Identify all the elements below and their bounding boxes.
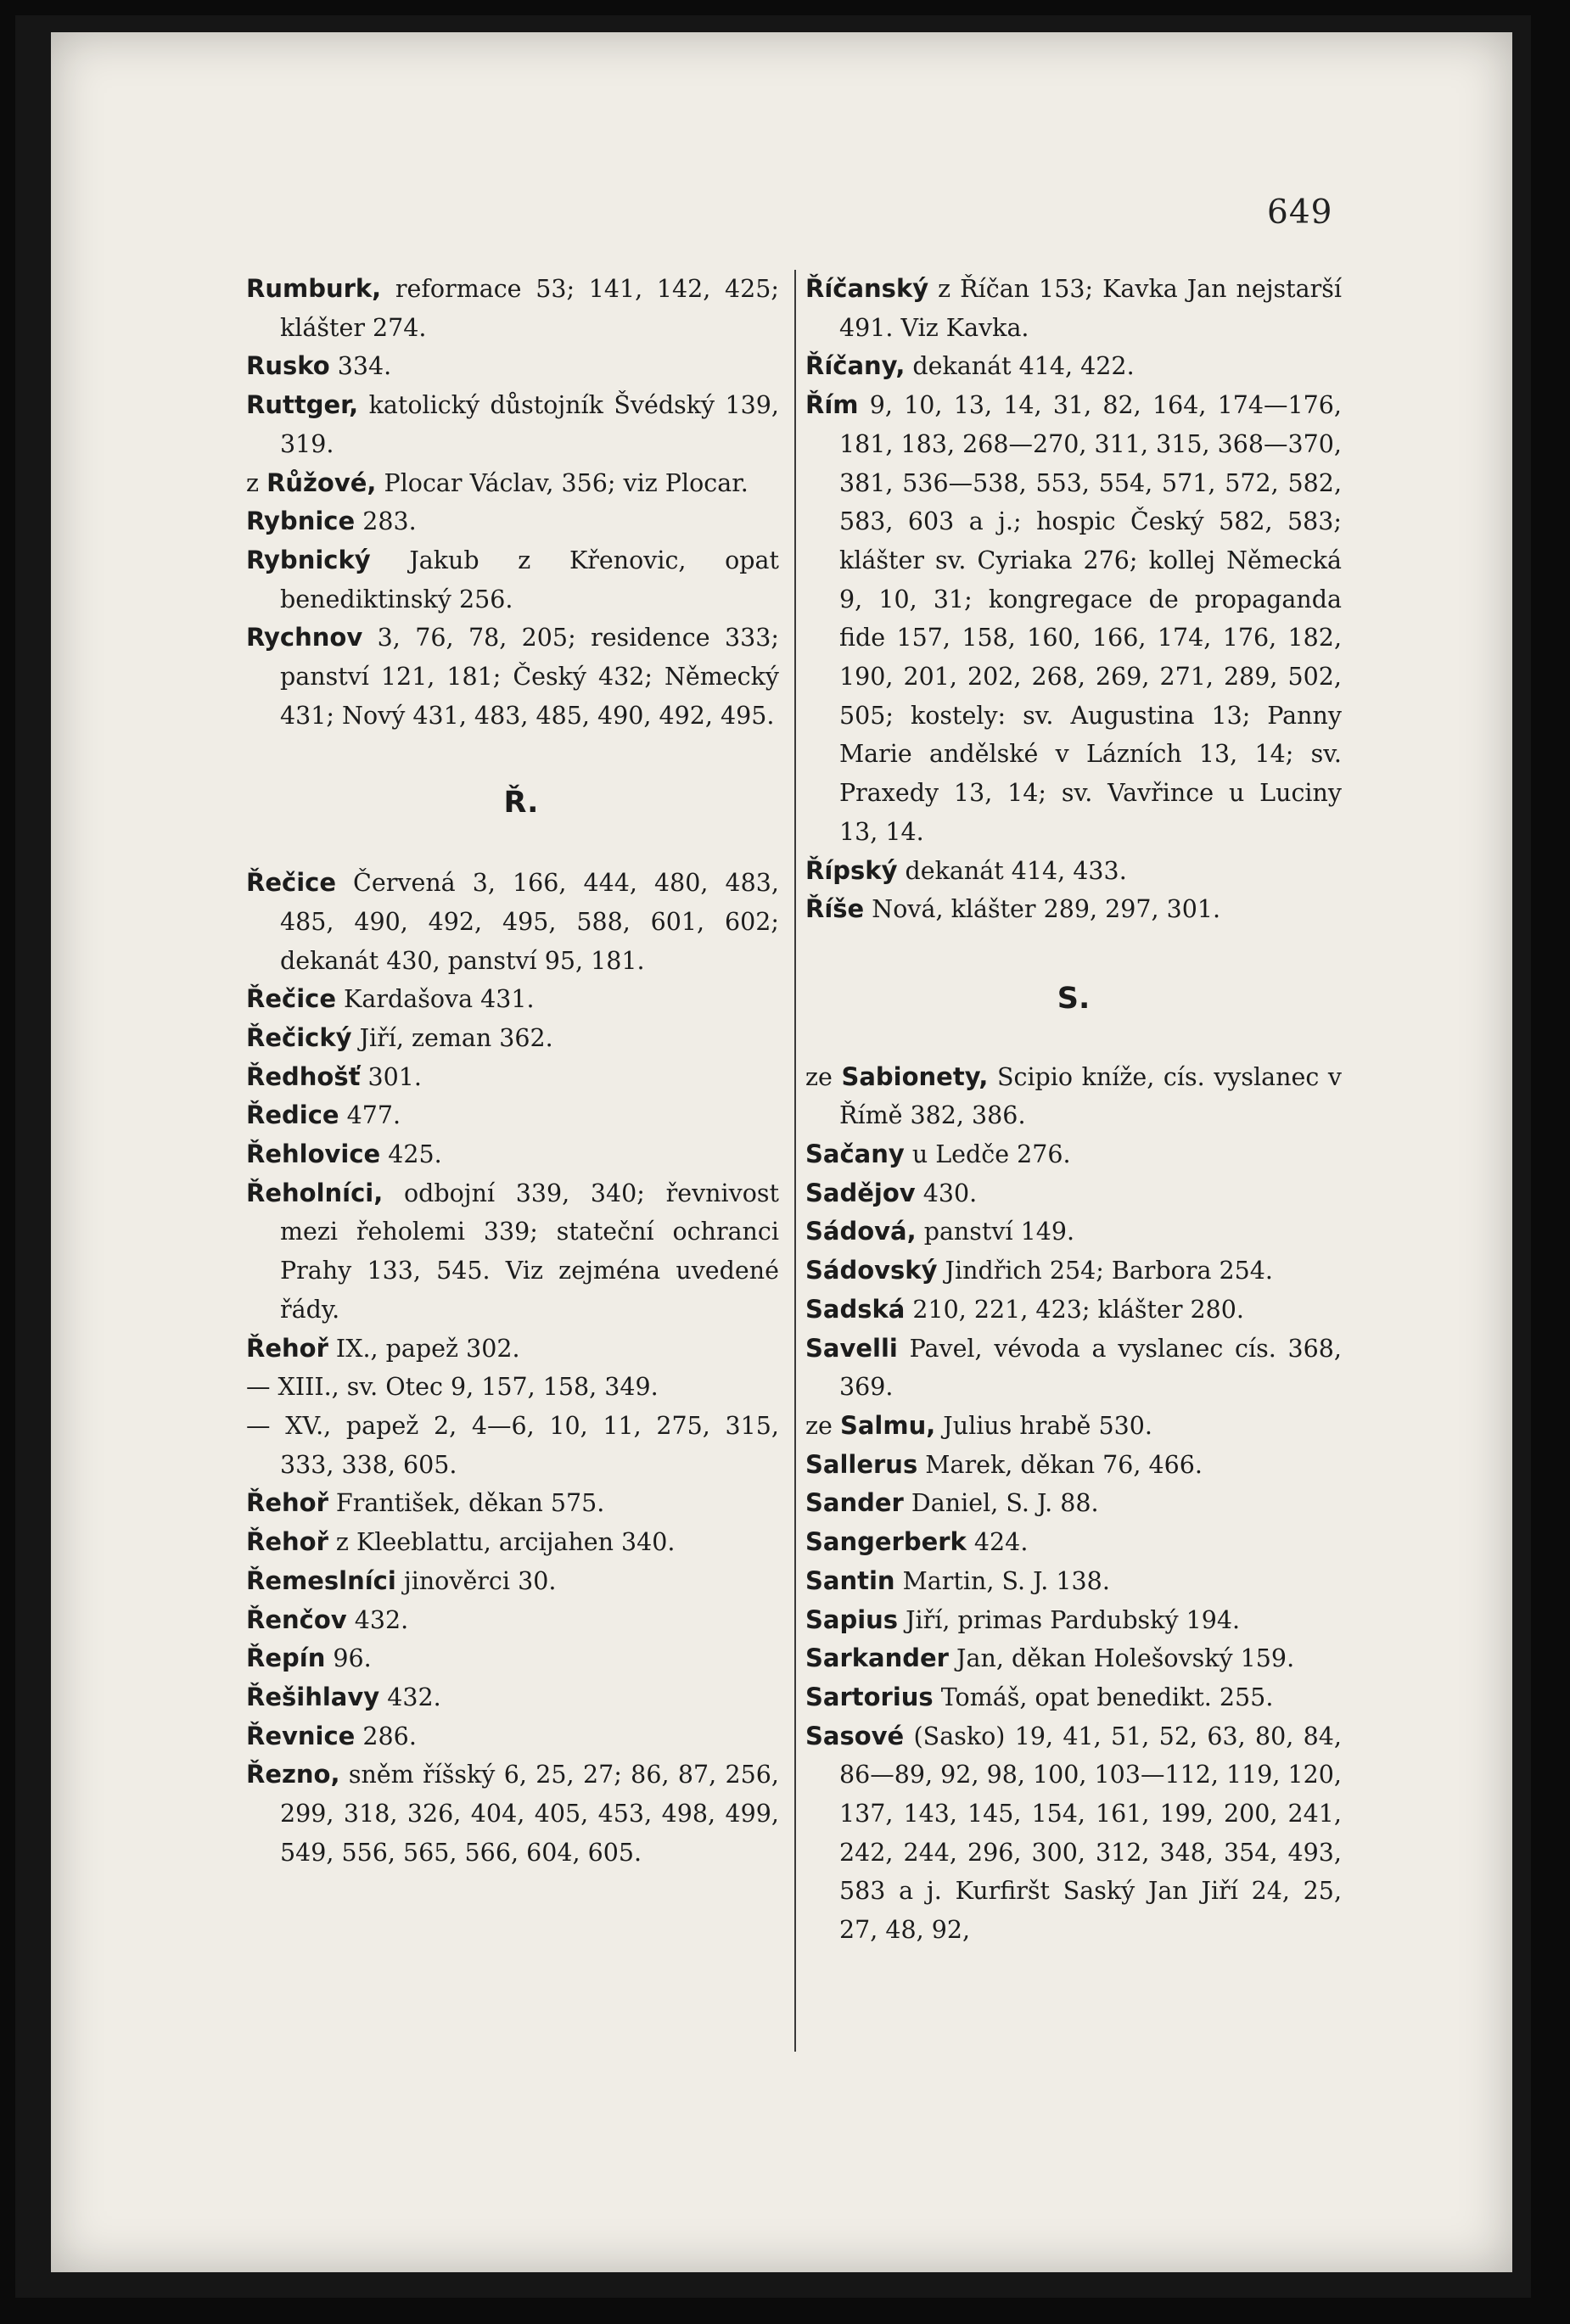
entry-references: Pavel, vévoda a vyslanec cís. 368, 369.	[839, 1334, 1342, 1402]
index-entry	[805, 852, 1342, 891]
entry-term: Řehoř	[246, 1527, 328, 1557]
entry-references: Daniel, S. J. 88.	[903, 1489, 1099, 1518]
index-entry	[805, 1562, 1342, 1601]
entry-references: jinověrci 30.	[395, 1566, 557, 1595]
entry-term: Sallerus	[805, 1449, 918, 1479]
entry-references: 425.	[380, 1140, 442, 1169]
entry-term: Řím	[805, 390, 859, 420]
entry-term: Rybnický	[246, 545, 371, 574]
entry-references: Jindřich 254; Barbora 254.	[937, 1257, 1273, 1285]
column-divider	[794, 270, 796, 2052]
index-entry	[246, 502, 779, 541]
entry-references: Kardašova 431.	[336, 985, 535, 1014]
entry-references: z Kleeblattu, arcijahen 340.	[328, 1528, 676, 1557]
entry-references: IX., papež 302.	[328, 1334, 520, 1363]
entry-term: Savelli	[805, 1333, 898, 1363]
index-entry	[246, 619, 779, 735]
entry-references: 477.	[339, 1101, 401, 1130]
entry-references: Martin, S. J. 138.	[894, 1566, 1110, 1595]
entry-term: Řepín	[246, 1644, 326, 1673]
entry-term: Rybnice	[246, 507, 356, 536]
entry-term: Salmu,	[839, 1410, 936, 1440]
index-entry	[246, 1368, 779, 1407]
index-entry	[805, 1135, 1342, 1174]
index-entry	[805, 1717, 1342, 1950]
index-column-right	[805, 270, 1342, 1950]
index-entry	[246, 1096, 779, 1135]
entry-term: Sádová,	[805, 1217, 917, 1246]
entry-term: Řehoř	[246, 1488, 328, 1518]
entry-term: Řevnice	[246, 1721, 356, 1750]
index-entry	[246, 980, 779, 1019]
entry-references: 301.	[360, 1062, 422, 1091]
entry-references: Nová, klášter 289, 297, 301.	[864, 895, 1221, 924]
index-entry	[805, 1678, 1342, 1717]
entry-term: Rusko	[246, 351, 330, 381]
entry-references: Jan, děkan Holešovský 159.	[949, 1644, 1295, 1673]
index-entry	[246, 1678, 779, 1717]
entry-prefix: ze	[805, 1062, 842, 1091]
entry-term: Řehoř	[246, 1333, 328, 1363]
index-entry	[246, 464, 779, 503]
entry-term: Sačany	[805, 1140, 905, 1169]
entry-references: 430.	[915, 1179, 978, 1207]
page-number: 649	[1267, 193, 1333, 232]
index-entry	[805, 1212, 1342, 1252]
entry-references: Scipio kníže, cís. vyslanec v Římě 382, 386.	[839, 1062, 1342, 1130]
index-entry	[805, 1484, 1342, 1523]
index-entry	[246, 1330, 779, 1369]
index-entry	[805, 1252, 1342, 1291]
entry-references: reformace 53; 141, 142, 425; klášter 274.	[280, 275, 779, 342]
section-heading-r: Ř.	[503, 786, 539, 820]
entry-references: u Ledče 276.	[904, 1140, 1071, 1169]
entry-term: Sadějov	[805, 1178, 916, 1207]
entry-term: Říše	[805, 894, 865, 924]
index-entry	[246, 1135, 779, 1174]
entry-references: 9, 10, 13, 14, 31, 82, 164, 174—176, 181, 183, 268—270, 311, 315, 368—370, 381, 536—538, 553, 554, 571, 572, 582, 583, 603 a j.; hospic Český 582, 583; klášter sv. Cyriaka 276; kollej Německá 9, 10, 31; kongregace de propaganda fide 157, 158, 160, 166, 174, 176, 182, 190, 201, 202, 268, 269, 271, 289, 502, 505; kostely: sv. Augustina 13; Panny Marie andělské v Lázních 13, 14; sv. Praxedy 13, 14; sv. Vavřince u Luciny 13, 14.	[839, 391, 1342, 846]
entry-term: Sarkander	[805, 1644, 949, 1673]
index-entry	[805, 386, 1342, 851]
entry-term: Řečice	[246, 868, 336, 898]
left-entries-after	[246, 864, 779, 1872]
entry-term: Sádovský	[805, 1256, 938, 1285]
index-entry	[805, 1639, 1342, 1678]
entry-term: Řešihlavy	[246, 1682, 380, 1711]
entry-term: Ředhošť	[246, 1061, 361, 1091]
index-entry	[246, 1523, 779, 1562]
entry-references: (Sasko) 19, 41, 51, 52, 63, 80, 84, 86—89, 92, 98, 100, 103—112, 119, 120, 137, 143, 145, 154, 161, 199, 200, 241, 242, 244, 296, 300, 312, 348, 354, 493, 583 a j. Kurfiršt Saský Jan Jiří 24, 25, 27, 48, 92,	[839, 1722, 1342, 1945]
entry-term: Řezno,	[246, 1760, 340, 1789]
entry-references: z Říčan 153; Kavka Jan nejstarší 491. Viz Kavka.	[839, 275, 1342, 342]
entry-references: Jiří, zeman 362.	[351, 1023, 553, 1052]
entry-term: Sabionety,	[841, 1061, 989, 1091]
index-entry	[805, 1601, 1342, 1640]
section-heading-s: S.	[1057, 981, 1091, 1016]
index-entry	[246, 270, 779, 347]
index-entry	[246, 1756, 779, 1872]
entry-references: 424.	[966, 1528, 1029, 1557]
entry-term: Růžové,	[266, 468, 377, 497]
index-entry	[805, 890, 1342, 929]
index-entry	[246, 1058, 779, 1097]
index-entry	[805, 347, 1342, 386]
entry-references: Jakub z Křenovic, opat benediktinský 256.	[280, 546, 779, 613]
entry-references: katolický důstojník Švédský 139, 319.	[280, 391, 779, 458]
entry-term: Ruttger,	[246, 390, 359, 420]
index-entry	[805, 1330, 1342, 1407]
entry-references: 283.	[355, 507, 417, 536]
entry-prefix: — XIII., sv. Otec 9, 157, 158, 349.	[246, 1373, 659, 1402]
entry-term: Říčany,	[805, 351, 906, 381]
entry-term: Říčanský	[805, 274, 929, 303]
entry-references: 286.	[355, 1722, 417, 1750]
entry-references: dekanát 414, 422.	[905, 352, 1135, 381]
entry-references: František, děkan 575.	[328, 1489, 605, 1518]
entry-references: 3, 76, 78, 205; residence 333; panství 121, 181; Český 432; Německý 431; Nový 431, 483, 485, 490, 492, 495.	[280, 624, 779, 730]
entry-term: Řípský	[805, 855, 898, 885]
entry-prefix: ze	[805, 1411, 840, 1440]
entry-references: 96.	[325, 1644, 372, 1673]
entry-term: Sartorius	[805, 1682, 934, 1711]
index-entry	[805, 1446, 1342, 1485]
entry-references: sněm říšský 6, 25, 27; 86, 87, 256, 299, 318, 326, 404, 405, 453, 498, 499, 549, 556, 565, 566, 604, 605.	[280, 1761, 779, 1867]
index-entry	[805, 1174, 1342, 1213]
entry-term: Řenčov	[246, 1604, 347, 1634]
entry-term: Sander	[805, 1488, 904, 1518]
entry-references: Jiří, primas Pardubský 194.	[898, 1605, 1241, 1634]
index-entry	[805, 1291, 1342, 1330]
index-entry	[805, 270, 1342, 347]
index-entry	[805, 1407, 1342, 1446]
index-entry	[246, 1019, 779, 1058]
index-column-left	[246, 270, 779, 1872]
entry-references: Julius hrabě 530.	[935, 1411, 1152, 1440]
entry-references: Tomáš, opat benedikt. 255.	[933, 1683, 1274, 1711]
index-entry	[246, 347, 779, 386]
entry-references: 334.	[329, 352, 392, 381]
entry-term: Sadská	[805, 1294, 906, 1324]
index-entry	[246, 1639, 779, 1678]
entry-references: odbojní 339, 340; řevnivost mezi řeholemi 339; stateční ochranci Prahy 133, 545. Viz zejména uvedené řády.	[280, 1179, 779, 1324]
entry-term: Rumburk,	[246, 274, 382, 303]
entry-term: Sasové	[805, 1721, 905, 1750]
entry-prefix: — XV., papež 2, 4—6, 10, 11, 275, 315, 333, 338, 605.	[246, 1411, 779, 1479]
entry-references: dekanát 414, 433.	[897, 856, 1127, 885]
index-entry	[246, 1601, 779, 1640]
entry-term: Řemeslníci	[246, 1565, 396, 1595]
index-entry	[246, 541, 779, 619]
entry-term: Rychnov	[246, 623, 363, 652]
entry-references: 432.	[346, 1605, 409, 1634]
index-entry	[246, 1717, 779, 1756]
entry-references: 432.	[379, 1683, 441, 1711]
entry-term: Řehlovice	[246, 1140, 381, 1169]
entry-term: Řeholníci,	[246, 1178, 384, 1207]
index-entry	[246, 864, 779, 980]
entry-prefix: z	[246, 468, 267, 497]
index-entry	[246, 1174, 779, 1330]
index-entry	[246, 1407, 779, 1484]
left-entries-before	[246, 270, 779, 735]
index-entry	[805, 1523, 1342, 1562]
entry-references: Plocar Václav, 356; viz Plocar.	[376, 468, 749, 497]
right-entries-after	[805, 1058, 1342, 1950]
entry-term: Řečice	[246, 984, 336, 1014]
entry-term: Řečický	[246, 1022, 352, 1052]
index-entry	[246, 1562, 779, 1601]
index-entry	[246, 1484, 779, 1523]
entry-references: Marek, děkan 76, 466.	[917, 1450, 1203, 1479]
index-entry	[246, 386, 779, 463]
entry-references: Červená 3, 166, 444, 480, 483, 485, 490, 492, 495, 588, 601, 602; dekanát 430, panství 95, 181.	[280, 869, 779, 975]
index-entry	[805, 1058, 1342, 1135]
entry-term: Santin	[805, 1565, 895, 1595]
right-entries-before	[805, 270, 1342, 929]
entry-term: Ředice	[246, 1100, 339, 1130]
entry-references: panství 149.	[916, 1218, 1075, 1246]
entry-term: Sapius	[805, 1604, 899, 1634]
entry-term: Sangerberk	[805, 1527, 967, 1557]
entry-references: 210, 221, 423; klášter 280.	[905, 1295, 1244, 1324]
